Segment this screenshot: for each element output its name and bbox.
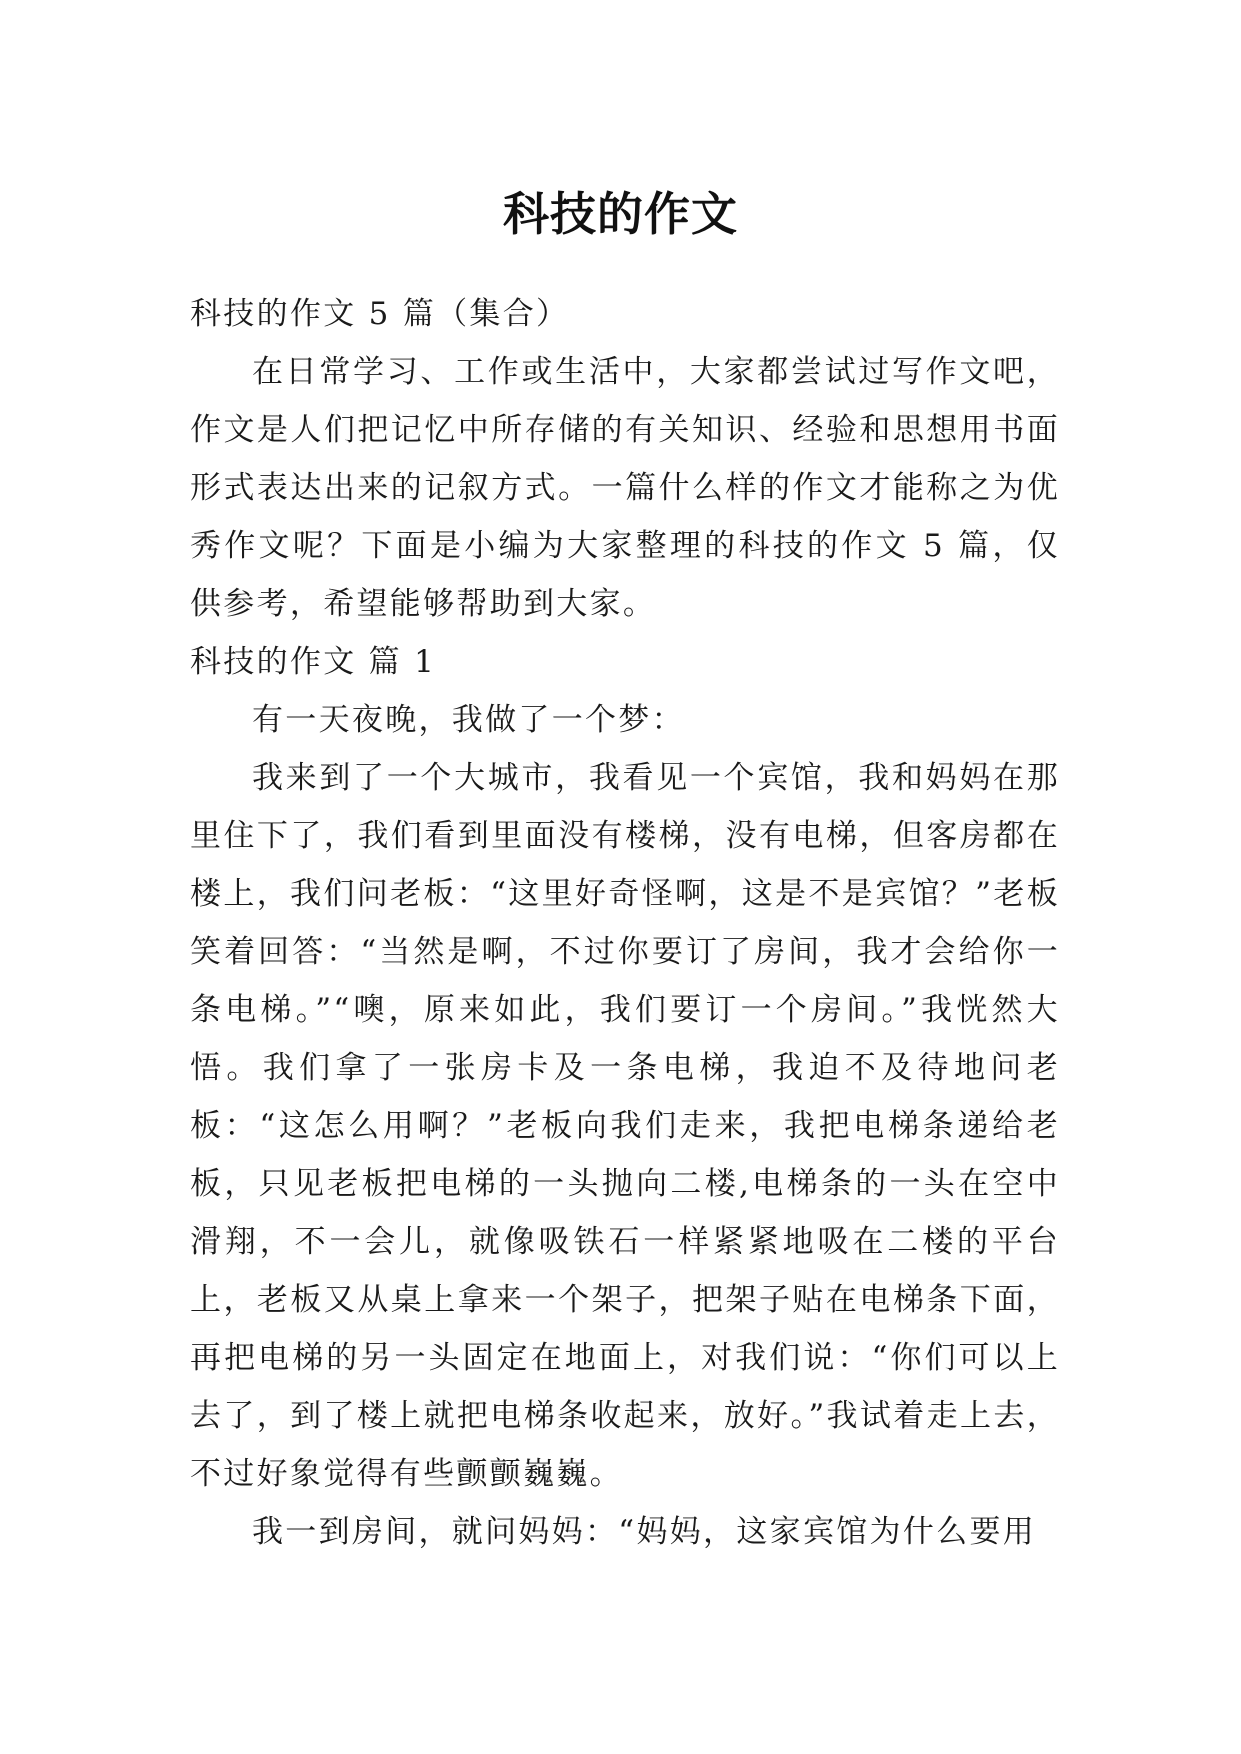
document-body <box>190 285 1060 1561</box>
section-heading: 科技的作文 篇 1 <box>190 644 437 680</box>
document-title: 科技的作文 <box>503 186 738 241</box>
body-paragraph: 我一到房间，就问妈妈：“妈妈，这家宾馆为什么要用 <box>252 1514 1037 1550</box>
intro-paragraph: 在日常学习、工作或生活中，大家都尝试过写作文吧，作文是人们把记忆中所存储的有关知识、经验和思想用书面形式表达出来的记叙方式。一篇什么样的作文才能称之为优秀作文呢？下面是小编为大家整理的科技的作文 5 篇，仅供参考，希望能够帮助到大家。 <box>190 354 1060 622</box>
body-paragraph: 我来到了一个大城市，我看见一个宾馆，我和妈妈在那里住下了，我们看到里面没有楼梯，没有电梯，但客房都在楼上，我们问老板：“这里好奇怪啊，这是不是宾馆？”老板笑着回答：“当然是啊，不过你要订了房间，我才会给你一条电梯。”“噢，原来如此，我们要订一个房间。”我恍然大悟。我们拿了一张房卡及一条电梯，我迫不及待地问老板：“这怎么用啊？”老板向我们走来，我把电梯条递给老板，只见老板把电梯的一头抛向二楼,电梯条的一头在空中滑翔，不一会儿，就像吸铁石一样紧紧地吸在二楼的平台上，老板又从桌上拿来一个架子，把架子贴在电梯条下面，再把电梯的另一头固定在地面上，对我们说：“你们可以上去了，到了楼上就把电梯条收起来，放好。”我试着走上去，不过好象觉得有些颤颤巍巍。 <box>190 760 1060 1492</box>
collection-subtitle: 科技的作文 5 篇（集合） <box>190 296 570 332</box>
body-paragraph: 有一天夜晚，我做了一个梦： <box>252 702 685 738</box>
